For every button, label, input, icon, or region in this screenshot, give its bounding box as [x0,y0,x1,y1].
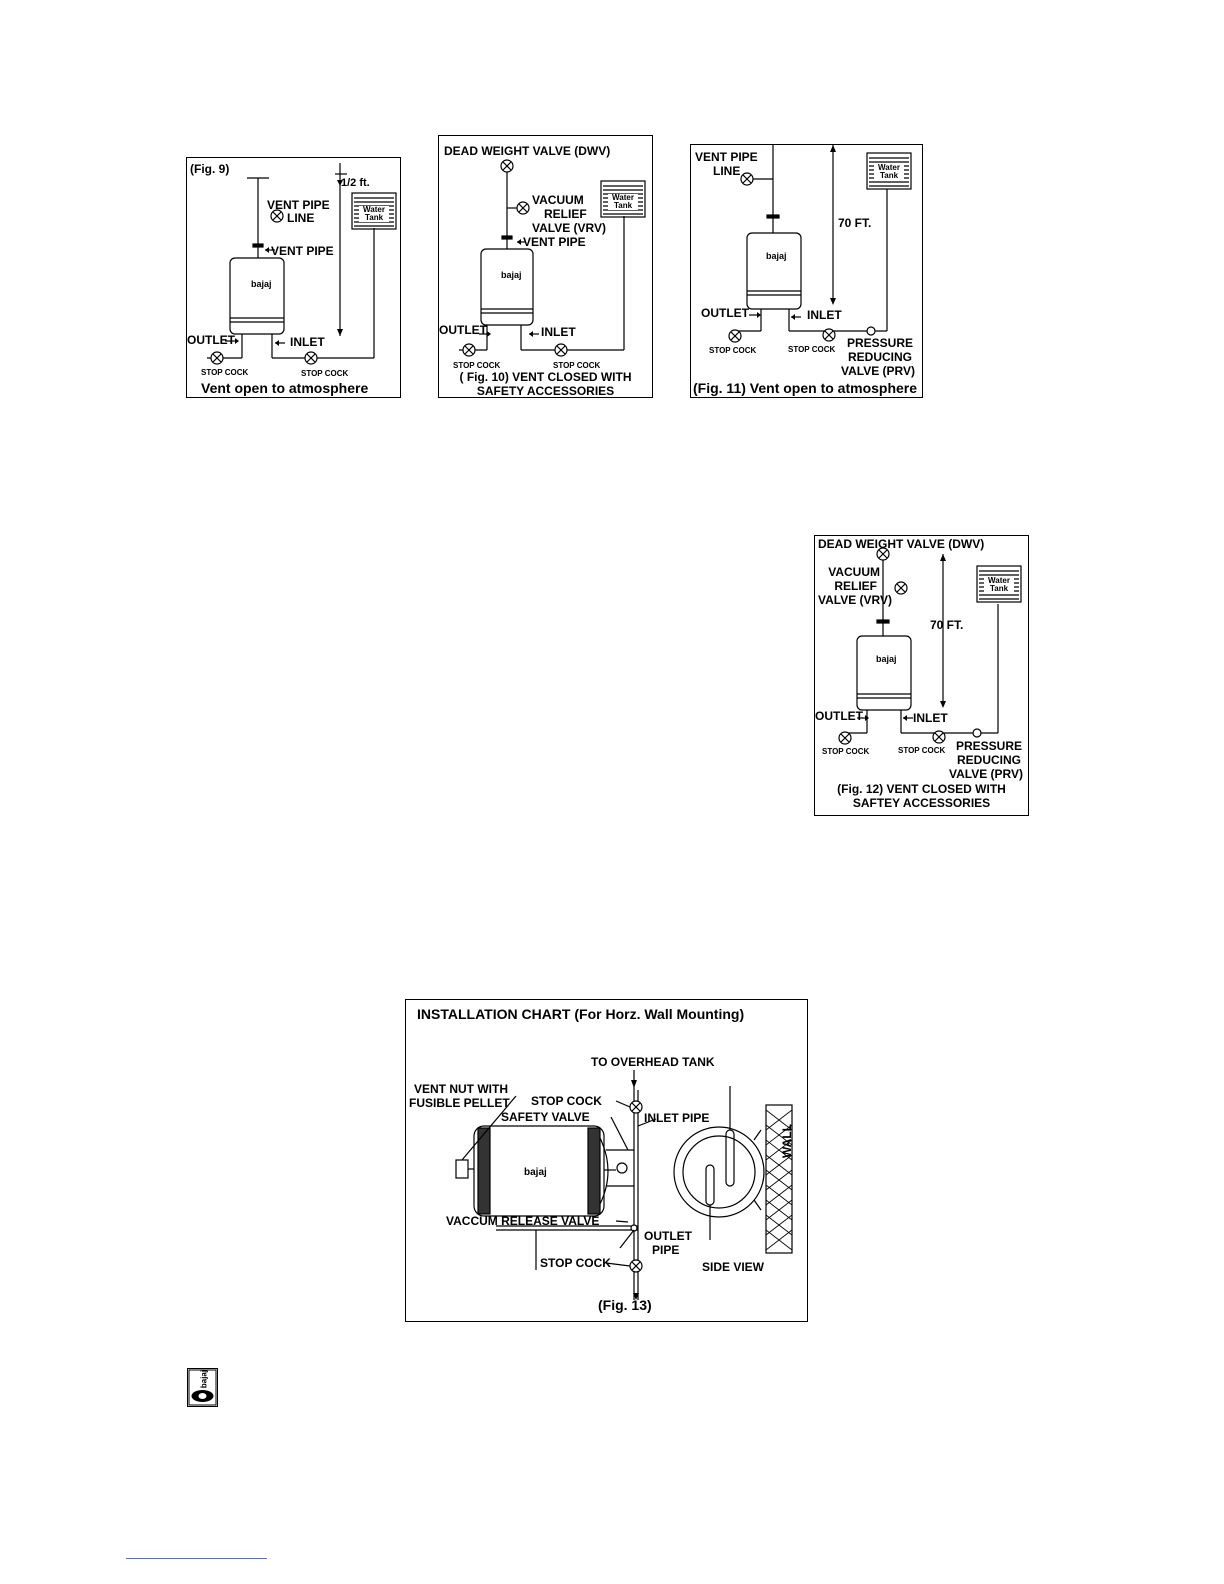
fig10-water-tank [608,194,638,210]
fig11-vent-pipe-line-2: LINE [713,164,741,178]
fig9-vent-pipe: VENT PIPE [271,244,334,258]
bajaj-logo [187,1368,218,1407]
fig13-side-view: SIDE VIEW [702,1260,765,1274]
fig9-inlet: INLET [290,335,325,349]
fig12-caption-1: (Fig. 12) VENT CLOSED WITH [837,782,1006,796]
fig12-inlet: INLET [913,711,948,725]
fig12-water-tank [984,577,1014,593]
fig12-stop-cock-left: STOP COCK [822,747,870,756]
fig13-safety-valve: SAFETY VALVE [501,1110,590,1124]
fig13-stop-cock-top: STOP COCK [531,1094,602,1108]
figure-11 [690,144,923,398]
fig10-vrv-1: VACUUM [532,193,584,207]
figure-9-drawing [187,158,400,397]
fig10-vent-pipe: VENT PIPE [523,235,586,249]
figure-12 [814,535,1029,816]
bajaj-logo-text: bajaj [199,1369,209,1389]
fig10-caption-1: ( Fig. 10) VENT CLOSED WITH [459,370,632,384]
fig9-tank-line-2: Tank [364,213,384,222]
fig13-outlet-pipe-2: PIPE [652,1243,680,1257]
fig12-vrv-1: VACUUM [828,565,880,579]
svg-text:bajaj: bajaj [251,279,272,289]
fig10-outlet: OUTLET [439,323,487,337]
fig13-vent-nut-2: FUSIBLE PELLET [409,1096,510,1110]
fig11-stop-cock-right: STOP COCK [788,345,836,354]
fig11-prv-3: VALVE (PRV) [840,364,915,378]
fig12-stop-cock-right: STOP COCK [898,746,946,755]
fig12-prv-3: VALVE (PRV) [948,767,1023,781]
fig10-stop-cock-left: STOP COCK [453,361,501,370]
fig9-outlet: OUTLET [187,333,235,347]
fig13-stop-cock-bottom: STOP COCK [540,1256,611,1270]
fig9-height-mark: 1/2 ft. [341,177,370,189]
fig12-caption-2: SAFTEY ACCESSORIES [852,796,991,810]
fig12-tank-line-1: Water [988,576,1010,585]
fig10-caption-2: SAFETY ACCESSORIES [476,384,615,398]
fig13-inlet-pipe: INLET PIPE [644,1111,710,1125]
figure-13 [405,999,808,1322]
fig12-vrv-3: VALVE (VRV) [817,593,892,607]
svg-text:bajaj: bajaj [501,270,522,280]
fig11-vent-pipe-line-1: VENT PIPE [695,150,758,164]
fig12-prv-1: PRESSURE [955,739,1023,753]
fig9-label: (Fig. 9) [190,162,230,176]
fig11-water-tank [874,164,904,180]
fig9-vent-pipe-line-2: LINE [287,211,315,225]
fig12-dwv: DEAD WEIGHT VALVE (DWV) [818,537,985,551]
fig9-water-tank [359,206,389,222]
fig13-wall: WALL [780,1124,794,1158]
fig9-stop-cock-right: STOP COCK [301,369,349,378]
fig10-vrv-2: RELIEF [544,207,587,221]
figure-9 [186,157,401,398]
fig11-inlet: INLET [807,308,842,322]
svg-text:bajaj: bajaj [766,251,787,261]
fig9-tank-line-1: Water [363,205,385,214]
fig12-prv-2: REDUCING [956,753,1021,767]
fig12-vrv-2: RELIEF [834,579,877,593]
fig9-stop-cock-left: STOP COCK [201,368,249,377]
fig11-prv-2: REDUCING [847,350,912,364]
fig12-tank-line-2: Tank [989,584,1009,593]
fig10-dwv: DEAD WEIGHT VALVE (DWV) [444,144,611,158]
fig13-vent-nut-1: VENT NUT WITH [414,1082,508,1096]
fig11-outlet: OUTLET [701,306,749,320]
fig10-vrv-3: VALVE (VRV) [532,221,607,235]
fig13-outlet-pipe-1: OUTLET [644,1229,692,1243]
fig13-to-overhead-tank: TO OVERHEAD TANK [591,1055,715,1069]
fig11-stop-cock-left: STOP COCK [709,346,757,355]
fig11-prv-1: PRESSURE [846,336,914,350]
fig12-outlet: OUTLET [815,709,863,723]
fig11-tank-line-1: Water [878,163,900,172]
fig13-caption: (Fig. 13) [598,1297,652,1313]
fig13-vaccum-release-valve: VACCUM RELEASE VALVE [446,1214,600,1228]
fig9-caption: Vent open to atmosphere [201,380,369,396]
fig10-tank-line-2: Tank [613,201,633,210]
fig13-title: INSTALLATION CHART (For Horz. Wall Mounting) [417,1006,745,1022]
fig11-tank-line-2: Tank [879,171,899,180]
svg-text:bajaj: bajaj [876,654,897,664]
fig9-vent-pipe-line-1: VENT PIPE [267,198,330,212]
fig11-height-mark: 70 FT. [838,216,872,230]
figure-10 [438,135,653,398]
fig11-caption: (Fig. 11) Vent open to atmosphere [693,380,918,396]
fig10-tank-line-1: Water [612,193,634,202]
svg-text:bajaj: bajaj [524,1167,547,1178]
fig12-height-mark: 70 FT. [930,618,964,632]
footer-rule [126,1558,267,1559]
fig10-stop-cock-right: STOP COCK [553,361,601,370]
bajaj-logo-mark [188,1369,217,1406]
figure-10-drawing [439,136,652,397]
fig10-inlet: INLET [541,325,576,339]
